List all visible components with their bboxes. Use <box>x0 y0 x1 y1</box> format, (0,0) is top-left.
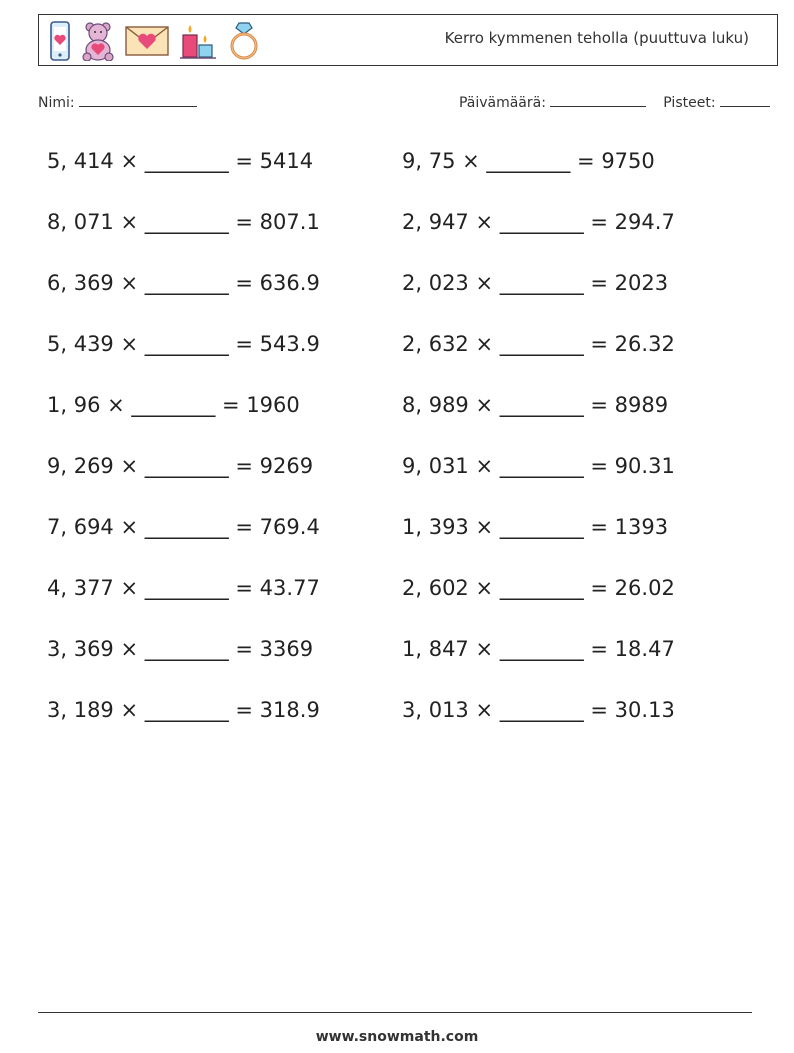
date-score-fields <box>459 94 770 111</box>
name-blank[interactable] <box>79 94 197 107</box>
problem-right-6: 9, 031 × ________ = 90.31 <box>402 454 675 478</box>
ring-icon <box>227 21 261 61</box>
problem-left-8: 4, 377 × ________ = 43.77 <box>47 576 320 600</box>
problem-left-4: 5, 439 × ________ = 543.9 <box>47 332 320 356</box>
worksheet-title: Kerro kymmenen teholla (puuttuva luku) <box>444 29 749 47</box>
problem-left-5: 1, 96 × ________ = 1960 <box>47 393 300 417</box>
problem-right-9: 1, 847 × ________ = 18.47 <box>402 637 675 661</box>
problem-left-6: 9, 269 × ________ = 9269 <box>47 454 314 478</box>
candles-icon <box>179 21 217 61</box>
problem-right-5: 8, 989 × ________ = 8989 <box>402 393 669 417</box>
problem-right-10: 3, 013 × ________ = 30.13 <box>402 698 675 722</box>
icon-strip <box>49 19 261 63</box>
problem-right-4: 2, 632 × ________ = 26.32 <box>402 332 675 356</box>
name-label: Nimi: <box>38 95 75 111</box>
name-field <box>38 94 197 111</box>
problem-left-3: 6, 369 × ________ = 636.9 <box>47 271 320 295</box>
problem-right-2: 2, 947 × ________ = 294.7 <box>402 210 675 234</box>
teddy-bear-icon <box>81 21 115 61</box>
date-blank[interactable] <box>550 94 646 107</box>
problem-right-8: 2, 602 × ________ = 26.02 <box>402 576 675 600</box>
phone-heart-icon <box>49 21 71 61</box>
problem-left-1: 5, 414 × ________ = 5414 <box>47 149 314 173</box>
problem-left-10: 3, 189 × ________ = 318.9 <box>47 698 320 722</box>
header-box <box>38 14 778 66</box>
problem-left-7: 7, 694 × ________ = 769.4 <box>47 515 320 539</box>
date-label: Päivämäärä: <box>458 95 546 111</box>
footer-website[interactable]: www.snowmath.com <box>315 1029 479 1045</box>
problem-right-7: 1, 393 × ________ = 1393 <box>402 515 669 539</box>
score-blank[interactable] <box>720 94 770 107</box>
problem-right-1: 9, 75 × ________ = 9750 <box>402 149 655 173</box>
footer-divider <box>38 1012 752 1013</box>
problem-right-3: 2, 023 × ________ = 2023 <box>402 271 669 295</box>
love-letter-icon <box>125 25 169 57</box>
score-label: Pisteet: <box>663 95 716 111</box>
problem-left-2: 8, 071 × ________ = 807.1 <box>47 210 320 234</box>
problem-left-9: 3, 369 × ________ = 3369 <box>47 637 314 661</box>
